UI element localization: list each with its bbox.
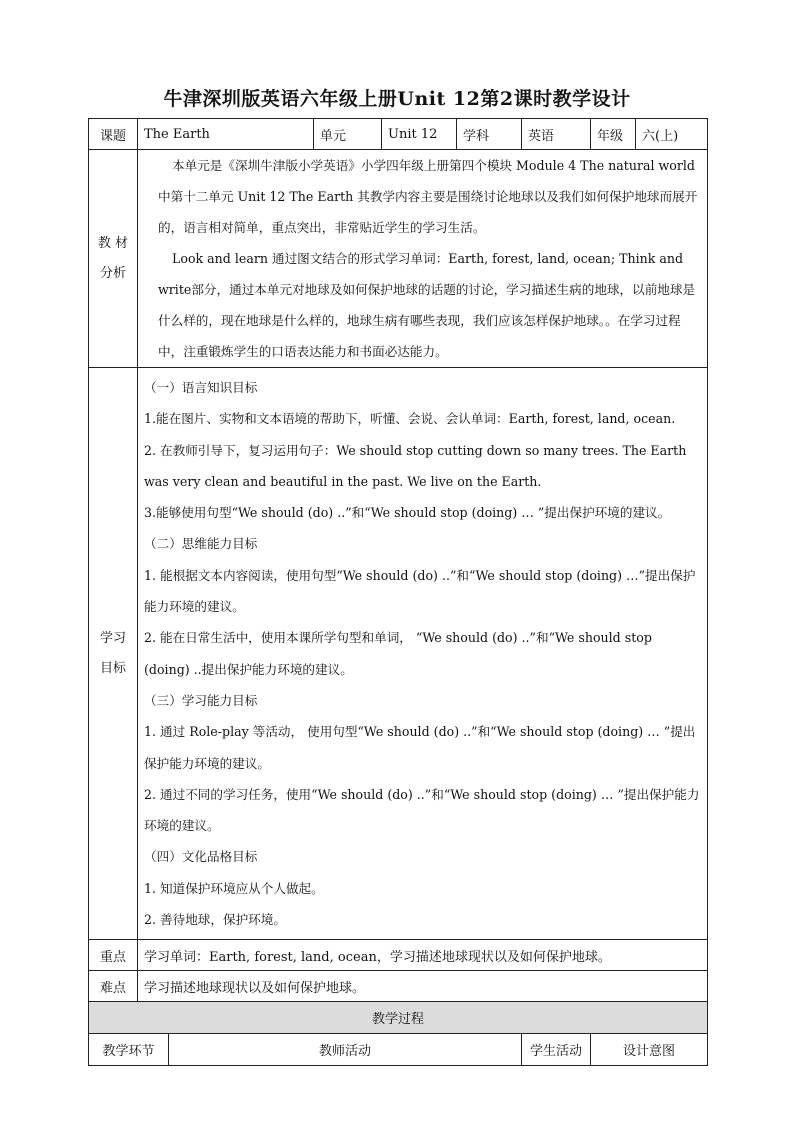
grade-value: 六(上)	[636, 119, 708, 150]
goals-label	[89, 368, 138, 940]
process-col-intent: 设计意图	[591, 1034, 708, 1066]
goal-item: 2. 通过不同的学习任务，使用“We should (do) ..”和“We should stop (doing) … ”提出保护能力环境的建议。	[144, 786, 700, 834]
goals-label-line2: 目标	[99, 660, 126, 676]
analysis-content	[138, 150, 708, 368]
analysis-label	[89, 150, 138, 368]
grade-label: 年级	[591, 119, 636, 150]
goal-item: 3.能够使用句型“We should (do) ..”和“We should stop (doing) … ”提出保护环境的建议。	[144, 505, 671, 521]
subject-label: 学科	[457, 119, 522, 150]
goal-item: 2. 在教师引导下，复习运用句子：We should stop cutting down so many trees. The Earth was very clean and beautiful in the past. We live on the Earth.	[144, 442, 687, 489]
goals-content	[138, 368, 708, 940]
analysis-label-line1: 教 材	[97, 235, 129, 251]
goal-heading-thinking: （二）思维能力目标	[144, 536, 258, 552]
unit-value: Unit 12	[382, 119, 457, 150]
subject-value: 英语	[522, 119, 591, 150]
goal-item: 1. 知道保护环境应从个人做起。	[144, 880, 324, 896]
topic-value: The Earth	[138, 119, 314, 150]
goal-item: 2. 善待地球，保护环境。	[144, 912, 286, 928]
difficulty-label: 难点	[89, 971, 138, 1002]
header-row	[89, 119, 708, 150]
process-title-row	[89, 1002, 708, 1034]
goal-item: 2. 能在日常生活中，使用本课所学句型和单词， “We should (do) ..”和“We should stop (doing) ..提出保护能力环境的建议。	[144, 630, 652, 677]
key-point-row	[89, 940, 708, 971]
goals-label-line1: 学习	[99, 630, 126, 646]
goal-item: 1. 能根据文本内容阅读，使用句型“We should (do) ..”和“We should stop (doing) …”提出保护能力环境的建议。	[144, 567, 696, 615]
analysis-row	[89, 150, 708, 368]
unit-label: 单元	[314, 119, 382, 150]
key-point-label: 重点	[89, 940, 138, 971]
key-point-value: 学习单词：Earth, forest, land, ocean，学习描述地球现状以及如何保护地球。	[138, 940, 708, 971]
goal-heading-culture: （四）文化品格目标	[144, 849, 258, 865]
process-title: 教学过程	[89, 1002, 708, 1034]
process-col-stage: 教学环节	[89, 1034, 169, 1066]
process-col-student: 学生活动	[522, 1034, 591, 1066]
process-header-row	[89, 1034, 708, 1066]
analysis-paragraph-1: 本单元是《深圳牛津版小学英语》小学四年级上册第四个模块 Module 4 The natural world中第十二单元 Unit 12 The Earth 其教学内容主要是围绕讨论地球以及我们如何保护地球而展开的，语言相对简单，重点突出，非常贴近学生的学习生活。	[158, 158, 698, 235]
analysis-paragraph-2: Look and learn 通过图文结合的形式学习单词：Earth, forest, land, ocean; Think and write部分，通过本单元对地球及如何保护地球的话题的讨论，学习描述生病的地球，以前地球是什么样的，现在地球是什么样的，地球生病有哪些表现，我们应该怎样保护地球。。在学习过程中，注重锻炼学生的口语表达能力和书面必达能力。	[158, 251, 696, 359]
topic-label: 课题	[89, 119, 138, 150]
difficulty-row	[89, 971, 708, 1002]
document-title: 牛津深圳版英语六年级上册Unit 12第2课时教学设计	[163, 88, 631, 110]
lesson-plan-table	[88, 118, 708, 1066]
goal-item: 1.能在图片、实物和文本语境的帮助下，听懂、会说、会认单词：Earth, forest, land, ocean.	[144, 411, 676, 427]
goals-row	[89, 368, 708, 940]
process-col-teacher: 教师活动	[169, 1034, 522, 1066]
goal-heading-language: （一）语言知识目标	[144, 380, 258, 395]
goal-item: 1. 通过 Role-play 等活动， 使用句型“We should (do) ..”和“We should stop (doing) … ”提出保护能力环境的建议。	[144, 724, 696, 771]
goal-heading-learning: （三）学习能力目标	[144, 692, 258, 708]
analysis-label-line2: 分析	[99, 265, 126, 281]
difficulty-value: 学习描述地球现状以及如何保护地球。	[138, 971, 708, 1002]
